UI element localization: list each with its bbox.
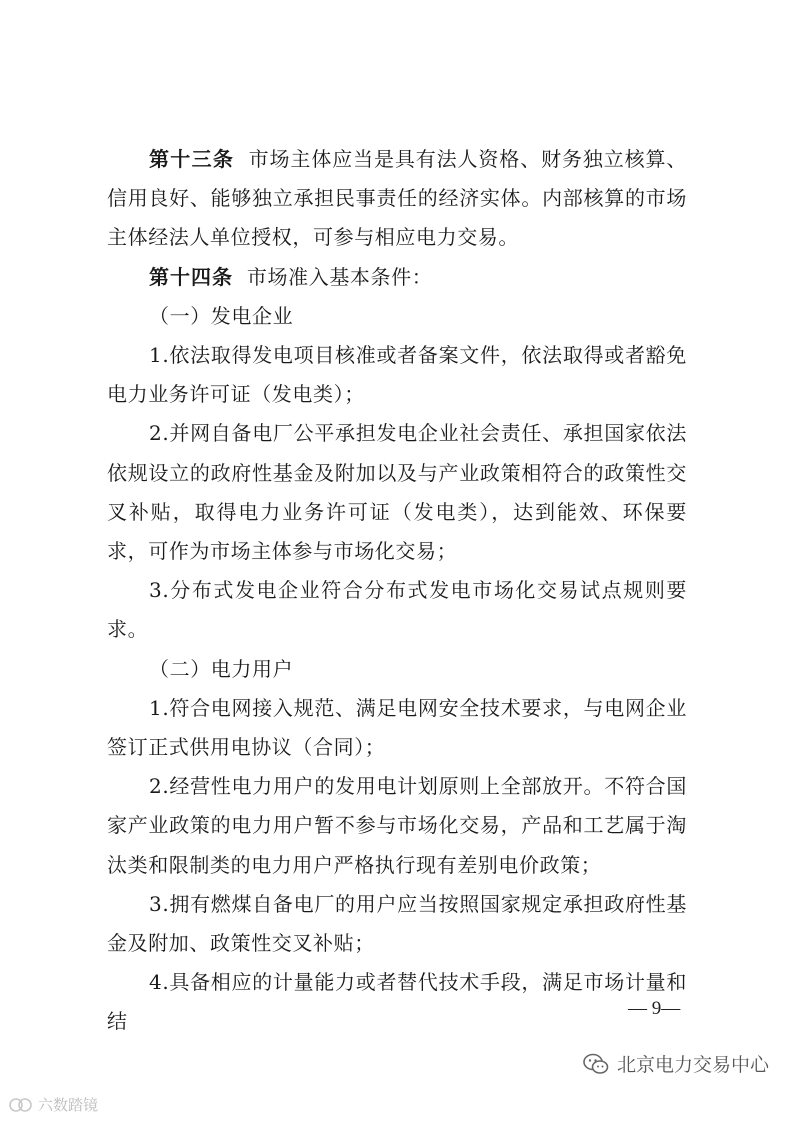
- paragraph-article-13: [107, 140, 687, 258]
- paragraph-item: 3.拥有燃煤自备电厂的用户应当按照国家规定承担政府性基金及附加、政策性交叉补贴；: [107, 891, 687, 956]
- wechat-icon: [583, 1053, 609, 1075]
- watermark-left-text: 六数踏镜: [38, 1096, 99, 1114]
- watermark-right-text: 北京电力交易中心: [616, 1054, 769, 1076]
- paragraph-section-2: （二）电力用户: [149, 656, 294, 681]
- paragraph-item: 2.并网自备电厂公平承担发电企业社会责任、承担国家依法依规设立的政府性基金及附加以及与产业政策相符合的政策性交叉补贴，取得电力业务许可证（发电类），达到能效、环保要求，可作为市场主体参与市场化交易；: [107, 421, 687, 564]
- article-heading: 第十三条: [149, 147, 235, 171]
- page-number: — 9—: [628, 998, 681, 1019]
- watermark-right: [583, 1050, 769, 1077]
- paragraph-text: 市场主体应当是具有法人资格、财务独立核算、信用良好、能够独立承担民事责任的经济实体。内部核算的市场主体经法人单位授权，可参与相应电力交易。: [107, 147, 688, 250]
- paragraph-item: 4.具备相应的计量能力或者替代技术手段，满足市场计量和结: [107, 970, 687, 1034]
- watermark-logo-icon: [8, 1096, 34, 1114]
- paragraph-item: 1.依法取得发电项目核准或者备案文件，依法取得或者豁免电力业务许可证（发电类）；: [107, 343, 687, 407]
- watermark-left: [8, 1094, 98, 1115]
- paragraph-item: 2.经营性电力用户的发用电计划原则上全部放开。不符合国家产业政策的电力用户暂不参与市场化交易，产品和工艺属于淘汰类和限制类的电力用户严格执行现有差别电价政策；: [107, 774, 687, 877]
- paragraph-item: 3.分布式发电企业符合分布式发电市场化交易试点规则要求。: [107, 578, 687, 642]
- article-heading: 第十四条: [149, 264, 233, 289]
- paragraph-item: 1.符合电网接入规范、满足电网安全技术要求，与电网企业签订正式供用电协议（合同）；: [107, 695, 687, 760]
- paragraph-section-1: （一）发电企业: [149, 303, 294, 328]
- paragraph-article-14: [107, 258, 687, 297]
- document-body: [107, 140, 687, 1042]
- paragraph-text: 市场准入基本条件：: [246, 264, 433, 289]
